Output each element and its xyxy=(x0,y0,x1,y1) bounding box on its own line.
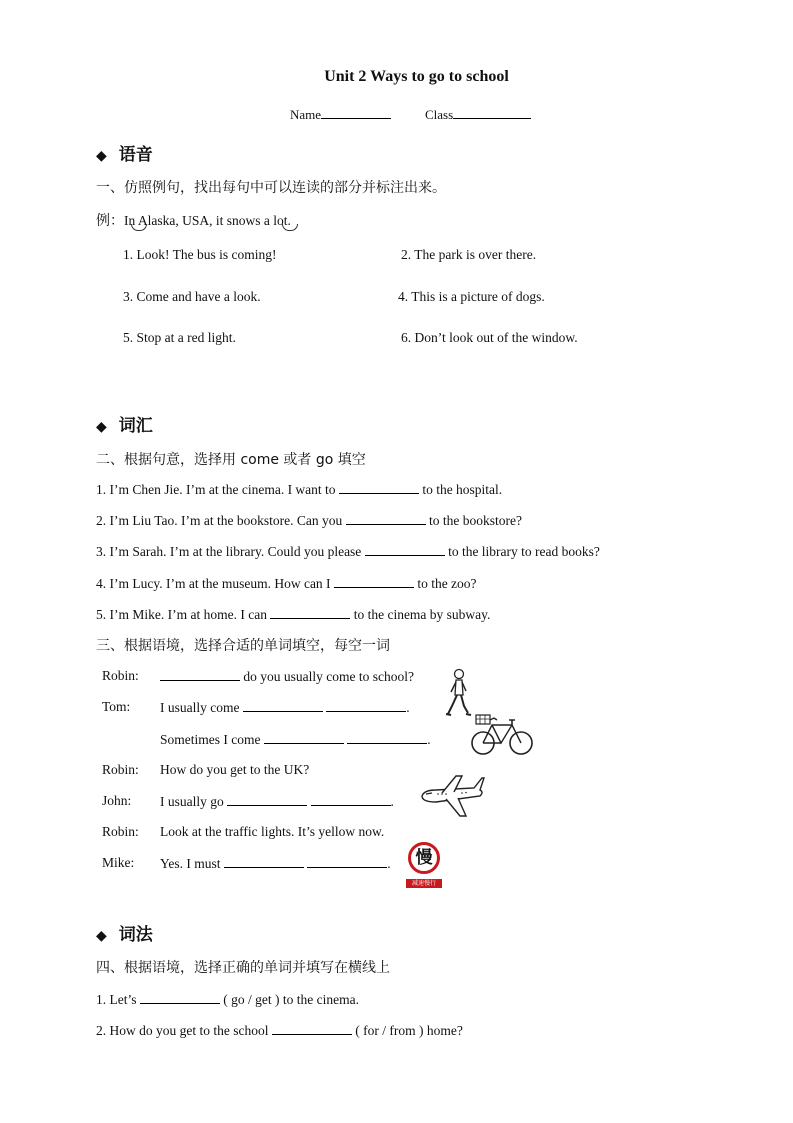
speaker-label: Tom: xyxy=(102,699,131,714)
class-label: Class xyxy=(425,107,454,122)
slow-down-sign xyxy=(406,842,442,890)
phonics-item: 2. The park is over there. xyxy=(401,247,537,262)
answer-blank[interactable] xyxy=(365,543,445,556)
slow-sign-char: 慢 xyxy=(408,842,440,874)
class-blank[interactable] xyxy=(453,106,531,119)
answer-blank[interactable] xyxy=(243,699,323,712)
answer-blank[interactable] xyxy=(311,793,391,806)
dialogue-line: Sometimes I come . xyxy=(160,732,431,747)
answer-blank[interactable] xyxy=(224,855,304,868)
section-heading-phonics: ◆ 语音 xyxy=(96,145,153,165)
dialogue-line: I usually come . xyxy=(160,700,410,715)
speaker-label: Mike: xyxy=(102,855,135,870)
phonics-item: 4. This is a picture of dogs. xyxy=(398,289,545,304)
example-label: 例： xyxy=(96,213,124,229)
answer-blank[interactable] xyxy=(160,668,240,681)
dialogue-line: Yes. I must . xyxy=(160,856,391,871)
instruction-4: 四、根据语境，选择正确的单词并填写在横线上 xyxy=(96,960,390,976)
answer-blank[interactable] xyxy=(140,991,220,1004)
instruction-1: 一、仿照例句，找出每句中可以连读的部分并标注出来。 xyxy=(96,180,446,196)
answer-blank[interactable] xyxy=(326,699,406,712)
slow-sign-caption: 减速慢行 xyxy=(406,879,442,888)
name-field[interactable] xyxy=(290,106,391,123)
vocab-item: 2. I’m Liu Tao. I’m at the bookstore. Can you to the bookstore? xyxy=(96,513,522,528)
grammar-item: 2. How do you get to the school ( for / from ) home? xyxy=(96,1023,463,1038)
diamond-icon: ◆ xyxy=(96,419,107,435)
vocab-item: 3. I’m Sarah. I’m at the library. Could you please to the library to read books? xyxy=(96,544,600,559)
answer-blank[interactable] xyxy=(270,606,350,619)
answer-blank[interactable] xyxy=(334,575,414,588)
speaker-label: John: xyxy=(102,793,132,808)
speaker-label: Robin: xyxy=(102,668,139,683)
dialogue-line: Look at the traffic lights. It’s yellow now. xyxy=(160,824,385,839)
instruction-2: 二、根据句意，选择用 come 或者 go 填空 xyxy=(96,452,366,468)
answer-blank[interactable] xyxy=(346,512,426,525)
airplane-icon xyxy=(418,772,486,820)
vocab-item: 5. I’m Mike. I’m at home. I can to the cinema by subway. xyxy=(96,607,491,622)
speaker-label: Robin: xyxy=(102,762,139,777)
dialogue-line: How do you get to the UK? xyxy=(160,762,310,777)
speaker-label: Robin: xyxy=(102,824,139,839)
answer-blank[interactable] xyxy=(272,1022,352,1035)
example-line xyxy=(96,210,291,230)
answer-blank[interactable] xyxy=(347,731,427,744)
dialogue-line: do you usually come to school? xyxy=(160,668,414,685)
grammar-item: 1. Let’s ( go / get ) to the cinema. xyxy=(96,992,359,1007)
phonics-item: 3. Come and have a look. xyxy=(123,289,261,304)
section-heading-vocabulary: ◆ 词汇 xyxy=(96,416,153,436)
instruction-3: 三、根据语境，选择合适的单词填空，每空一词 xyxy=(96,638,390,654)
phonics-item: 5. Stop at a red light. xyxy=(123,330,236,345)
phonics-item: 1. Look! The bus is coming! xyxy=(123,247,277,262)
bicycle-icon xyxy=(470,712,536,758)
answer-blank[interactable] xyxy=(307,855,387,868)
section-heading-grammar: ◆ 词法 xyxy=(96,925,153,945)
answer-blank[interactable] xyxy=(339,481,419,494)
dialogue-line: I usually go . xyxy=(160,794,394,809)
vocab-item: 4. I’m Lucy. I’m at the museum. How can I to the zoo? xyxy=(96,576,477,591)
name-label: Name xyxy=(290,107,322,122)
page-title: Unit 2 Ways to go to school xyxy=(324,68,509,85)
diamond-icon: ◆ xyxy=(96,928,107,944)
answer-blank[interactable] xyxy=(264,731,344,744)
name-blank[interactable] xyxy=(321,106,391,119)
answer-blank[interactable] xyxy=(227,793,307,806)
linking-arc-icon xyxy=(282,224,298,231)
class-field[interactable] xyxy=(425,106,531,123)
vocab-item: 1. I’m Chen Jie. I’m at the cinema. I want to to the hospital. xyxy=(96,482,503,497)
example-text: In Alaska, USA, it snows a lot. xyxy=(124,213,291,228)
phonics-item: 6. Don’t look out of the window. xyxy=(401,330,578,345)
diamond-icon: ◆ xyxy=(96,148,107,164)
